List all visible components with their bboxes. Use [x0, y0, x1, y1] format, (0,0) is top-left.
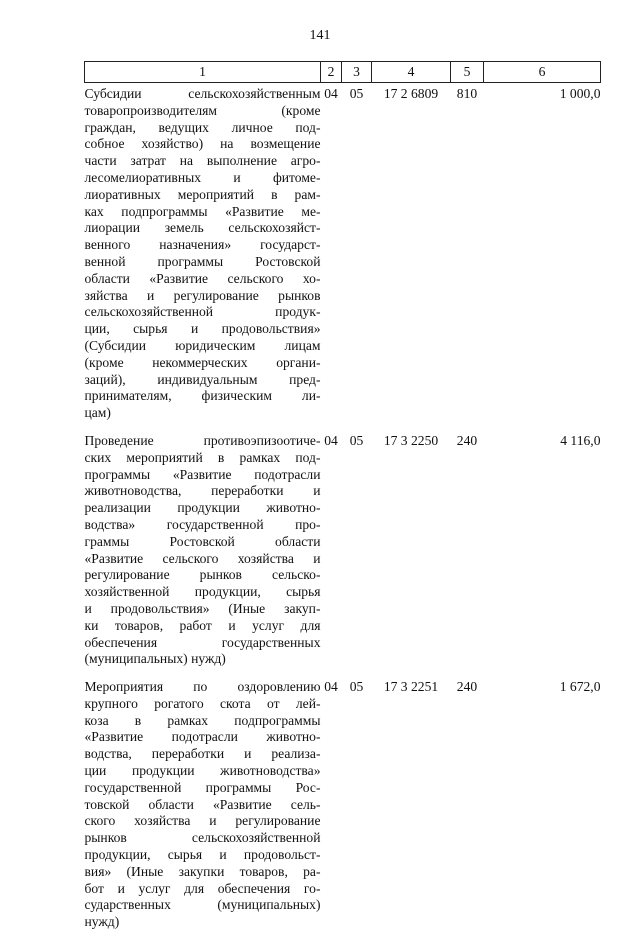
section-code: 04: [321, 676, 342, 939]
description-line: лесомелиоративных и фитоме-: [85, 170, 321, 187]
description-line: Проведение противоэпизоотиче-: [85, 433, 321, 450]
column-header-5: 5: [451, 62, 484, 83]
description-line: сельскохозяйственной продук-: [85, 304, 321, 321]
description-line: рынков сельскохозяйственной: [85, 830, 321, 847]
description-line: Субсидии сельскохозяйственным: [85, 86, 321, 103]
description-line: крупного рогатого скота от лей-: [85, 696, 321, 713]
description-line: венной программы Ростовской: [85, 254, 321, 271]
description-line: (муниципальных) нужд): [85, 651, 321, 668]
description-line: ках подпрограммы «Развитие ме-: [85, 204, 321, 221]
description-line: ского хозяйства и регулирование: [85, 813, 321, 830]
description-line: лиорации земель сельскохозяйст-: [85, 220, 321, 237]
description-line: ки товаров, работ и услуг для: [85, 618, 321, 635]
description-line: (Субсидии юридическим лицам: [85, 338, 321, 355]
description-line: граммы Ростовской области: [85, 534, 321, 551]
description-line: хозяйственной продукции, сырья: [85, 584, 321, 601]
table-header: [85, 62, 601, 83]
description-line: цам): [85, 405, 321, 422]
description-line: лиоративных мероприятий в рам-: [85, 187, 321, 204]
section-code: 04: [321, 83, 342, 430]
description-line: части затрат на выполнение агро-: [85, 153, 321, 170]
description-line: ции, сырья и продовольствия»: [85, 321, 321, 338]
budget-table: [84, 61, 601, 939]
description-line: государственной программы Рос-: [85, 780, 321, 797]
table-row: [85, 676, 601, 939]
description-line: реализации продукции животно-: [85, 500, 321, 517]
page-number: 141: [0, 28, 640, 44]
description-line: животноводства, переработки и: [85, 483, 321, 500]
amount: 4 116,0: [484, 430, 601, 676]
description-line: Мероприятия по оздоровлению: [85, 679, 321, 696]
description-line: «Развитие сельского хозяйства и: [85, 551, 321, 568]
description-line: бот и услуг для обеспечения го-: [85, 881, 321, 898]
expense-type-code: 810: [451, 83, 484, 430]
description-line: ских мероприятий в рамках под-: [85, 450, 321, 467]
amount: 1 000,0: [484, 83, 601, 430]
description-line: ции продукции животноводства»: [85, 763, 321, 780]
row-description: [85, 430, 321, 676]
description-line: водства, переработки и реализа-: [85, 746, 321, 763]
description-line: товаропроизводителям (кроме: [85, 103, 321, 120]
description-line: нужд): [85, 914, 321, 931]
description-line: программы «Развитие подотрасли: [85, 467, 321, 484]
amount: 1 672,0: [484, 676, 601, 939]
table-row: [85, 430, 601, 676]
description-line: граждан, ведущих личное под-: [85, 120, 321, 137]
section-code: 04: [321, 430, 342, 676]
row-description: [85, 83, 321, 430]
description-line: регулирование рынков сельско-: [85, 567, 321, 584]
expense-type-code: 240: [451, 676, 484, 939]
description-line: принимателям, физическим ли-: [85, 388, 321, 405]
header-row: [85, 62, 601, 83]
expense-type-code: 240: [451, 430, 484, 676]
description-line: водства» государственной про-: [85, 517, 321, 534]
target-article-code: 17 3 2250: [372, 430, 451, 676]
subsection-code: 05: [342, 676, 372, 939]
description-line: вия» (Иные закупки товаров, ра-: [85, 864, 321, 881]
description-line: сударственных (муниципальных): [85, 897, 321, 914]
subsection-code: 05: [342, 83, 372, 430]
column-header-1: 1: [85, 62, 321, 83]
description-line: и продовольствия» (Иные закуп-: [85, 601, 321, 618]
column-header-4: 4: [372, 62, 451, 83]
table-row: [85, 83, 601, 430]
subsection-code: 05: [342, 430, 372, 676]
description-line: продукции, сырья и продовольст-: [85, 847, 321, 864]
description-line: заций), индивидуальным пред-: [85, 372, 321, 389]
column-header-3: 3: [342, 62, 372, 83]
description-line: области «Развитие сельского хо-: [85, 271, 321, 288]
description-line: венного назначения» государст-: [85, 237, 321, 254]
target-article-code: 17 2 6809: [372, 83, 451, 430]
table-body: [85, 83, 601, 939]
description-line: обеспечения государственных: [85, 635, 321, 652]
column-header-6: 6: [484, 62, 601, 83]
column-header-2: 2: [321, 62, 342, 83]
description-line: товской области «Развитие сель-: [85, 797, 321, 814]
description-line: (кроме некоммерческих органи-: [85, 355, 321, 372]
row-description: [85, 676, 321, 939]
description-line: коза в рамках подпрограммы: [85, 713, 321, 730]
description-line: зяйства и регулирование рынков: [85, 288, 321, 305]
description-line: собное хозяйство) на возмещение: [85, 136, 321, 153]
target-article-code: 17 3 2251: [372, 676, 451, 939]
description-line: «Развитие подотрасли животно-: [85, 729, 321, 746]
